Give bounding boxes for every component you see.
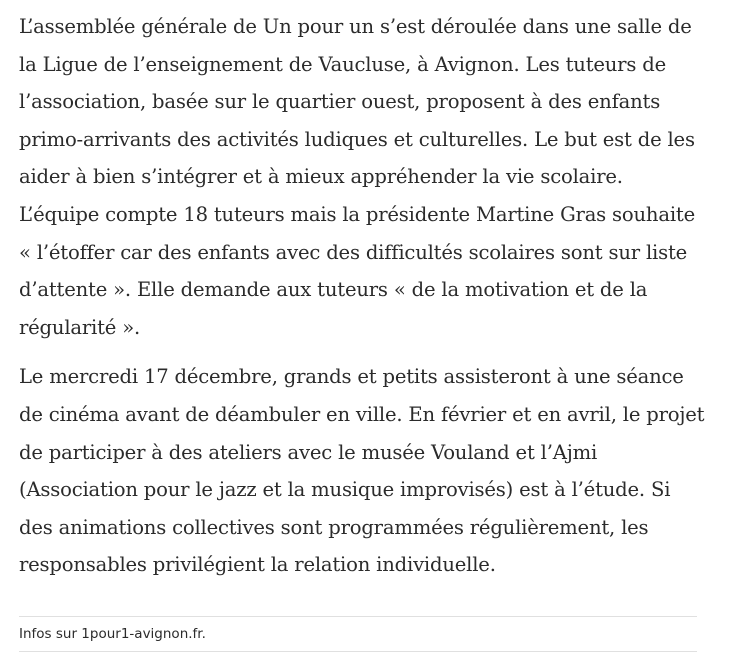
paragraph-line: aider à bien s’intégrer et à mieux appréhender la vie scolaire. — [19, 165, 623, 189]
paragraph-line: « l’étoffer car des enfants avec des difficultés scolaires sont sur liste — [19, 240, 688, 264]
paragraph-line: responsables privilégient la relation individuelle. — [19, 553, 496, 577]
paragraph-line: de cinéma avant de déambuler en ville. En février et en avril, le projet — [19, 402, 705, 426]
paragraph-line: (Association pour le jazz et la musique improvisés) est à l’étude. Si — [19, 478, 671, 502]
paragraph-line: L’équipe compte 18 tuteurs mais la présidente Martine Gras souhaite — [19, 202, 695, 226]
article-paragraph-2 — [19, 358, 709, 584]
paragraph-line: primo-arrivants des activités ludiques et culturelles. Le but est de les — [19, 127, 695, 151]
paragraph-line: régularité ». — [19, 315, 141, 339]
paragraph-line: des animations collectives sont programmées régulièrement, les — [19, 515, 649, 539]
paragraph-line: d’attente ». Elle demande aux tuteurs « de la motivation et de la — [19, 278, 648, 302]
paragraph-line: L’assemblée générale de Un pour un s’est déroulée dans une salle de — [19, 15, 692, 38]
article-footer — [19, 616, 697, 652]
paragraph-line: de participer à des ateliers avec le musée Vouland et l’Ajmi — [19, 440, 598, 464]
article-paragraph-1 — [19, 8, 709, 346]
paragraph-line: l’association, basée sur le quartier ouest, proposent à des enfants — [19, 90, 661, 114]
article-body — [19, 8, 709, 584]
paragraph-line: Le mercredi 17 décembre, grands et petits assisteront à une séance — [19, 365, 684, 389]
paragraph-line: la Ligue de l’enseignement de Vaucluse, à Avignon. Les tuteurs de — [19, 52, 666, 76]
footer-info-text: Infos sur 1pour1-avignon.fr. — [19, 626, 206, 642]
